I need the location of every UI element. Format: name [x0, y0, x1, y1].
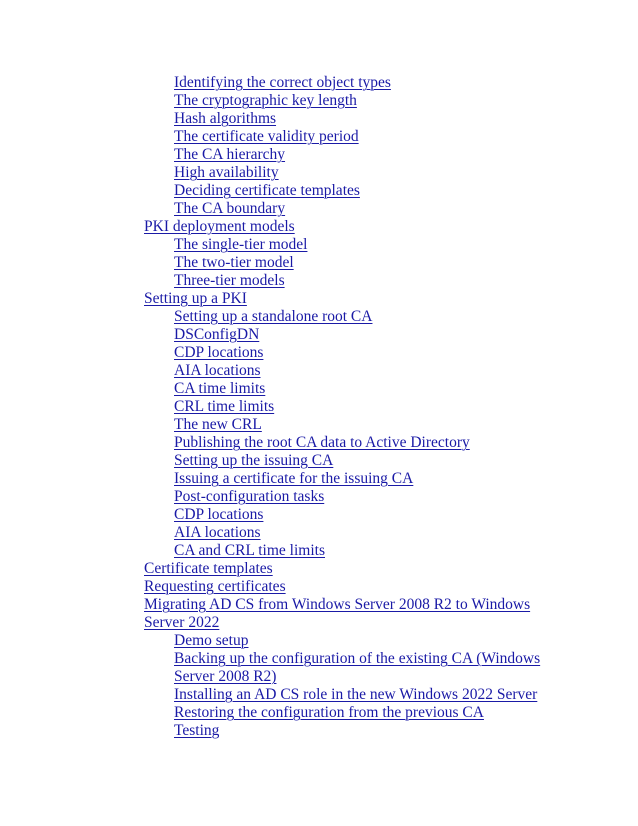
toc-section-link[interactable]: Requesting certificates — [144, 578, 286, 595]
toc-link[interactable]: Three-tier models — [174, 272, 285, 289]
toc-link[interactable]: Setting up a standalone root CA — [174, 308, 373, 325]
table-of-contents — [144, 74, 564, 740]
toc-item — [144, 650, 564, 686]
toc-link[interactable]: CDP locations — [174, 506, 264, 523]
toc-link[interactable]: Restoring the configuration from the previous CA — [174, 704, 484, 721]
toc-section-link[interactable]: Migrating AD CS from Windows Server 2008 R2 to Windows Server 2022 — [144, 596, 531, 631]
toc-link[interactable]: Installing an AD CS role in the new Windows 2022 Server — [174, 686, 538, 703]
toc-item — [144, 524, 564, 542]
toc-item — [144, 200, 564, 218]
toc-link[interactable]: Demo setup — [174, 632, 249, 649]
toc-item — [144, 110, 564, 128]
toc-link[interactable]: The CA hierarchy — [174, 146, 286, 163]
toc-item — [144, 632, 564, 650]
toc-link[interactable]: Backing up the configuration of the existing CA (Windows Server 2008 R2) — [174, 650, 541, 685]
toc-link[interactable]: CA and CRL time limits — [174, 542, 325, 559]
toc-item — [144, 362, 564, 380]
toc-item — [144, 416, 564, 434]
toc-item — [144, 326, 564, 344]
toc-item — [144, 506, 564, 524]
toc-link[interactable]: Deciding certificate templates — [174, 182, 360, 199]
toc-section-link[interactable]: Setting up a PKI — [144, 290, 247, 307]
toc-section-link[interactable]: PKI deployment models — [144, 218, 295, 235]
toc-link[interactable]: DSConfigDN — [174, 326, 260, 343]
toc-item — [144, 272, 564, 290]
toc-link[interactable]: The new CRL — [174, 416, 262, 433]
toc-item — [144, 128, 564, 146]
toc-item — [144, 452, 564, 470]
toc-item — [144, 308, 564, 326]
toc-item — [144, 146, 564, 164]
toc-item — [144, 380, 564, 398]
toc-link[interactable]: CA time limits — [174, 380, 266, 397]
toc-link[interactable]: CRL time limits — [174, 398, 275, 415]
toc-link[interactable]: Post-configuration tasks — [174, 488, 325, 505]
toc-link[interactable]: AIA locations — [174, 524, 261, 541]
toc-item — [144, 470, 564, 488]
toc-link[interactable]: The single-tier model — [174, 236, 308, 253]
toc-item — [144, 92, 564, 110]
toc-link[interactable]: Setting up the issuing CA — [174, 452, 334, 469]
toc-section — [144, 596, 564, 632]
toc-item — [144, 236, 564, 254]
toc-link[interactable]: Hash algorithms — [174, 110, 277, 127]
toc-link[interactable]: AIA locations — [174, 362, 261, 379]
toc-item — [144, 704, 564, 722]
toc-item — [144, 488, 564, 506]
toc-section-link[interactable]: Certificate templates — [144, 560, 273, 577]
toc-section — [144, 578, 564, 596]
toc-link[interactable]: The cryptographic key length — [174, 92, 357, 109]
toc-item — [144, 182, 564, 200]
toc-item — [144, 434, 564, 452]
toc-item — [144, 164, 564, 182]
toc-link[interactable]: Issuing a certificate for the issuing CA — [174, 470, 414, 487]
toc-link[interactable]: The two-tier model — [174, 254, 294, 271]
toc-link[interactable]: CDP locations — [174, 344, 264, 361]
toc-section — [144, 290, 564, 308]
toc-link[interactable]: Identifying the correct object types — [174, 74, 391, 91]
toc-item — [144, 542, 564, 560]
toc-item — [144, 722, 564, 740]
toc-section — [144, 560, 564, 578]
toc-item — [144, 344, 564, 362]
toc-link[interactable]: High availability — [174, 164, 279, 181]
toc-link[interactable]: The CA boundary — [174, 200, 286, 217]
toc-item — [144, 254, 564, 272]
toc-section — [144, 218, 564, 236]
toc-link[interactable]: Testing — [174, 722, 220, 739]
toc-link[interactable]: The certificate validity period — [174, 128, 359, 145]
toc-item — [144, 74, 564, 92]
toc-link[interactable]: Publishing the root CA data to Active Directory — [174, 434, 470, 451]
toc-item — [144, 686, 564, 704]
toc-item — [144, 398, 564, 416]
